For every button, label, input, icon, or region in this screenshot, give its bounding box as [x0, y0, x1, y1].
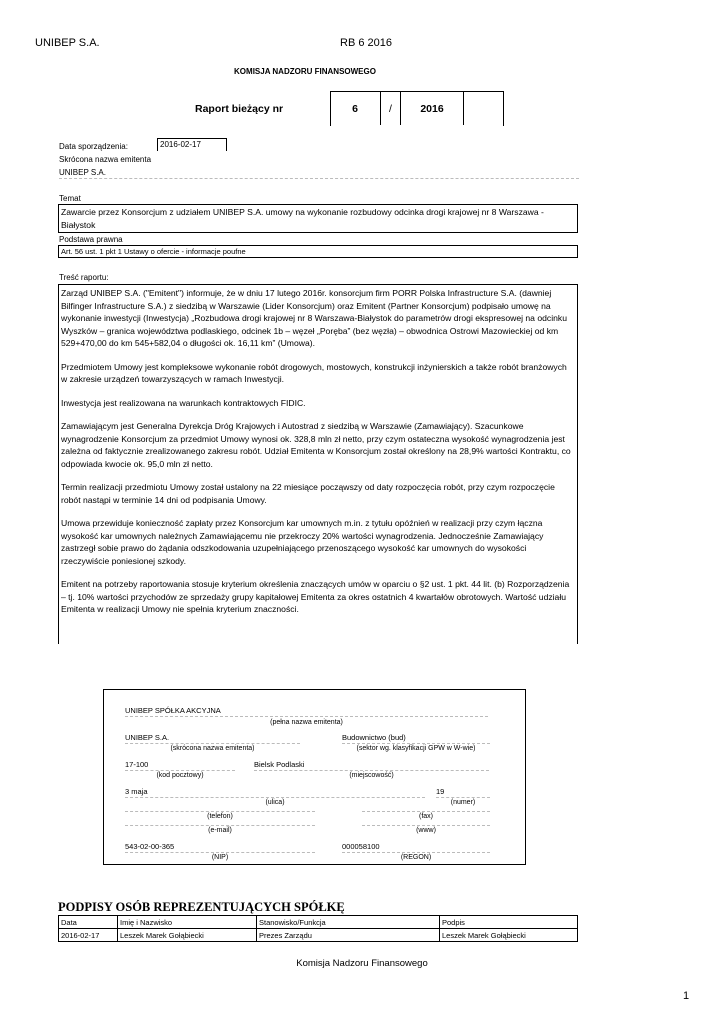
issuer-sector-caption: (sektor wg. klasyfikacji GPW w W-wie) — [356, 745, 476, 752]
issuer-nip: 543-02-00-365 — [125, 842, 175, 851]
issuer-fax-caption: (fax) — [419, 813, 433, 820]
issuer-short-name-caption: (skrócona nazwa emitenta) — [170, 745, 255, 752]
table-header-name: Imię i Nazwisko — [118, 916, 257, 929]
report-slash: / — [389, 103, 392, 115]
legal-basis-value: Art. 56 ust. 1 pkt 1 Ustawy o ofercie - informacje poufne — [58, 245, 578, 258]
signature-sign: Leszek Marek Gołąbiecki — [440, 929, 578, 942]
divider — [59, 178, 579, 179]
signature-position: Prezes Zarządu — [257, 929, 440, 942]
divider — [125, 743, 300, 744]
signatures-title: PODPISY OSÓB REPREZENTUJĄCYCH SPÓŁKĘ — [58, 900, 345, 914]
divider — [125, 716, 488, 717]
content-label: Treść raportu: — [59, 273, 109, 282]
signature-name: Leszek Marek Gołąbiecki — [118, 929, 257, 942]
divider — [125, 852, 315, 853]
page-number: 1 — [683, 990, 690, 1002]
signature-date: 2016-02-17 — [59, 929, 118, 942]
table-header-position: Stanowisko/Funkcja — [257, 916, 440, 929]
table-header-signature: Podpis — [440, 916, 578, 929]
issuer-regon: 000058100 — [342, 842, 380, 851]
divider — [125, 797, 425, 798]
report-number: 6 — [352, 103, 358, 115]
divider — [463, 91, 464, 125]
short-name-value: UNIBEP S.A. — [59, 168, 106, 177]
divider — [125, 770, 235, 771]
issuer-postal: 17-100 — [125, 760, 149, 769]
report-year: 2016 — [420, 103, 444, 115]
divider — [342, 852, 490, 853]
topic-value: Zawarcie przez Konsorcjum z udziałem UNIBEP S.A. umowy na wykonanie rozbudowy odcinka drogi krajowej nr 8 Warszawa - Białystok — [58, 204, 578, 233]
content-paragraph: Zamawiającym jest Generalna Dyrekcja Dróg Krajowych i Autostrad z siedzibą w Warszawie (Zamawiający). Szacunkowe wynagrodzenie Konsorcjum za przedmiot Umowy wynosi ok. 328,8 mln zł netto, przy czym ostateczna wysokość wynagrodzenia jest zależna od faktycznie zrealizowanego zakresu robót. Udział Emitenta w Konsorcjum został określony na 28,9% wartości Kontraktu, co odpowiada kwocie ok. 95,0 mln zł netto. — [61, 421, 571, 469]
content-paragraph: Emitent na potrzeby raportowania stosuje kryterium określenia znaczących umów w oparciu o §2 ust. 1 pkt. 44 lit. (b) Rozporządzenia – tj. 10% wartości przychodów ze sprzedaży grupy kapitałowej Emitenta za okres ostatnich 4 kwartałów obrotowych. Wartość udziału Emitenta w realizacji Umowy nie spełnia kryterium znaczności. — [61, 579, 570, 614]
issuer-city: Bielsk Podlaski — [254, 760, 305, 769]
date-label: Data sporządzenia: — [59, 142, 128, 151]
content-paragraph: Zarząd UNIBEP S.A. ("Emitent") informuje, że w dniu 17 lutego 2016r. konsorcjum firm PORR Polska Infrastructure S.A. (dawniej Bilfinger Infrastructure S.A.) z siedzibą w Warszawie (Lider Konsorcjum) oraz Emitent (Partner Konsorcjum) podpisało umowę na wykonanie inwestycji (Inwestycja) „Rozbudowa drogi krajowej nr 8 Warszawa-Białystok do parametrów drogi ekspresowej na odcinku Wyszków – granica województwa podlaskiego, odcinek 1b – węzeł „Poręba” (bez węzła) – obwodnica Ostrowi Mazowieckiej od km 529+470,00 do km 545+582,04 o długości ok. 16,11 km” (Umowa). — [61, 288, 567, 348]
issuer-street: 3 maja — [125, 787, 148, 796]
divider — [342, 743, 490, 744]
issuer-regon-caption: (REGON) — [400, 854, 432, 861]
authority-title: KOMISJA NADZORU FINANSOWEGO — [234, 67, 376, 76]
table-row — [59, 929, 578, 942]
divider — [125, 825, 315, 826]
content-paragraph: Przedmiotem Umowy jest kompleksowe wykonanie robót drogowych, mostowych, konstrukcji inżynierskich a także robót branżowych w zakresie urządzeń towarzyszących w ramach Inwestycji. — [61, 361, 567, 384]
topic-label: Temat — [59, 194, 81, 203]
issuer-number: 19 — [436, 787, 445, 796]
issuer-street-caption: (ulica) — [265, 799, 285, 806]
issuer-nip-caption: (NIP) — [211, 854, 229, 861]
table-header-date: Data — [59, 916, 118, 929]
header-company: UNIBEP S.A. — [35, 37, 100, 49]
content-paragraph: Termin realizacji przedmiotu Umowy został ustalony na 22 miesiące począwszy od daty rozpoczęcia robót, przy czym rozpoczęcie robót nastąpi w terminie 14 dni od podpisania Umowy. — [61, 482, 555, 505]
issuer-email-caption: (e-mail) — [208, 827, 232, 834]
report-content — [58, 284, 578, 644]
divider — [362, 825, 490, 826]
issuer-www-caption: (www) — [416, 827, 436, 834]
issuer-phone-caption: (telefon) — [207, 813, 233, 820]
content-paragraph: Umowa przewiduje konieczność zapłaty przez Konsorcjum kar umownych m.in. z tytułu opóźnień w realizacji przy czym łączna wysokość kar umownych należnych Zamawiającemu nie przekroczy 20% wartości wynagrodzenia. Jednocześnie Zamawiający zastrzegł sobie prawo do żądania odszkodowania uzupełniającego przenoszącego wysokość kar umownych do wysokości rzeczywiście poniesionej szkody. — [61, 518, 544, 566]
report-label: Raport bieżący nr — [195, 103, 284, 115]
divider — [125, 811, 315, 812]
issuer-full-name-caption: (pełna nazwa emitenta) — [270, 719, 343, 726]
divider — [362, 811, 490, 812]
short-name-label: Skrócona nazwa emitenta — [59, 155, 152, 164]
issuer-number-caption: (numer) — [450, 799, 476, 806]
issuer-postal-caption: (kod pocztowy) — [156, 772, 204, 779]
issuer-full-name: UNIBEP SPÓŁKA AKCYJNA — [125, 706, 221, 715]
divider — [436, 797, 490, 798]
content-paragraph: Inwestycja jest realizowana na warunkach kontraktowych FIDIC. — [61, 397, 306, 408]
legal-basis-label: Podstawa prawna — [59, 235, 123, 244]
table-row — [59, 916, 578, 929]
date-value: 2016-02-17 — [157, 138, 227, 151]
issuer-city-caption: (miejscowość) — [349, 772, 394, 779]
issuer-short-name: UNIBEP S.A. — [125, 733, 170, 742]
signatures-table — [58, 915, 578, 942]
divider — [254, 770, 489, 771]
header-report-id: RB 6 2016 — [340, 37, 392, 49]
footer-authority: Komisja Nadzoru Finansowego — [296, 958, 428, 969]
issuer-sector: Budownictwo (bud) — [342, 733, 406, 742]
